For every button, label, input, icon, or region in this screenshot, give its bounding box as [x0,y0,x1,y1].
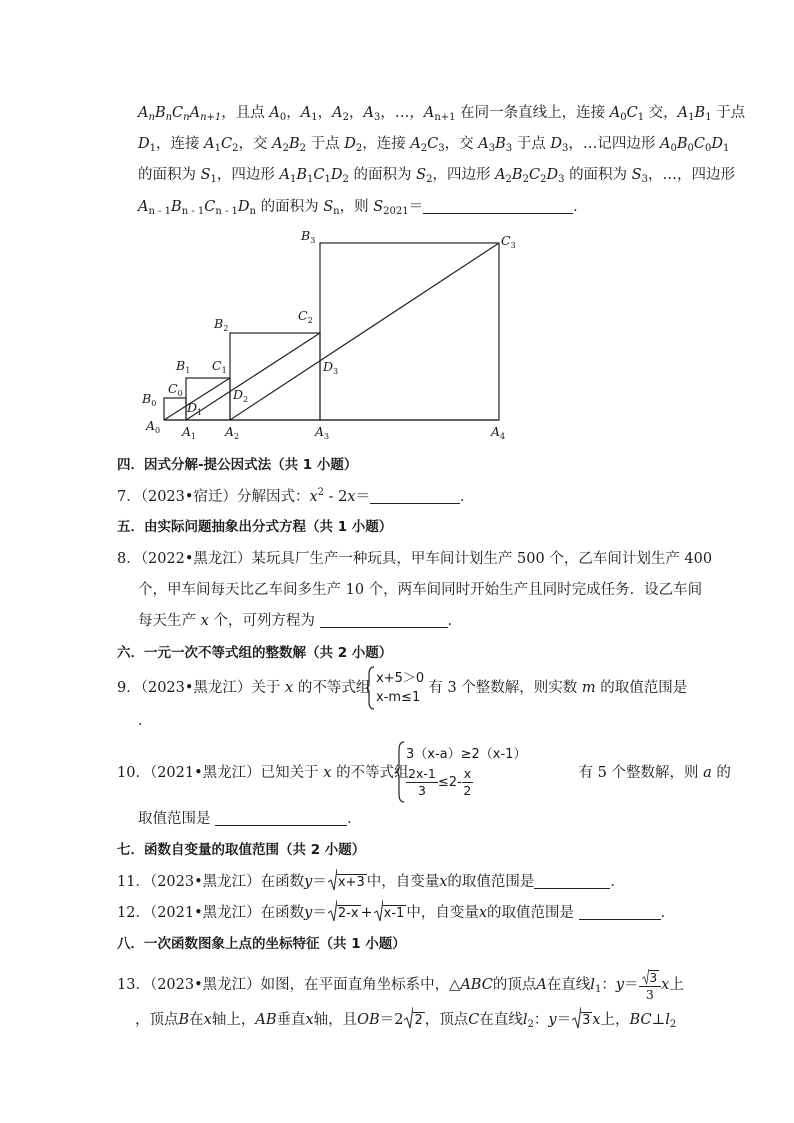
section-8-heading: 八．一次函数图象上点的坐标特征（共 1 小题） [117,936,406,952]
q13-line-2: ，顶点B在x轴上，AB垂直x轴，且OB＝2 2 ，顶点C在直线$l_2$：y＝ 3 x上，$BC\perp l_2$ [135,1010,676,1031]
q8-line-2: 个，甲车间每天比乙车间多生产 10 个，两车间同时开始生产且同时完成任务．设乙车间 [138,582,703,598]
q10-line-2: 取值范围是 ． [138,811,362,827]
q8-answer-blank[interactable] [320,613,448,628]
q6-line-2: $D_1$，连接 $A_1C_2$，交 $A_2B_2$ 于点 $D_2$，连接 $A_2C_3$，交 $A_3B_3$ 于点 $D_3$，…记四边形 $A_0B_0C_0D_1$ [138,136,730,154]
q11-sqrt: x+3 [328,872,367,893]
label-C2: $C_2$ [298,308,313,325]
q6-answer-blank[interactable] [423,199,573,214]
label-C3: $C_3$ [501,233,516,250]
squares-figure [135,228,535,443]
q7-answer-blank[interactable] [370,489,460,504]
q7-line: 7．（2023•宿迁）分解因式：$x^2 - 2x=$ ． [117,487,475,505]
q12-line: 12．（2021•黑龙江）在函数y＝ 2-x + x-1 中，自变量x的取值范围是 ． [117,903,675,924]
section-7-heading: 七．函数自变量的取值范围（共 2 小题） [117,842,366,858]
label-A3: $A_3$ [315,424,330,441]
label-C0: $C_0$ [168,381,183,398]
q6-line-4: $A_{n - 1}B_{n - 1}C_{n - 1}D_n$ 的面积为 $S_n$，则 $S_{2021}=$ ． [138,199,588,217]
label-A2: $A_2$ [225,424,240,441]
q9-end: ． [138,713,153,729]
label-B3: $B_3$ [301,228,316,245]
q6-line-1: $A_nB_nC_nA_{n+1}$，且点 $A_0$，$A_1$，$A_2$，$A_3$，…，$A_{n+1}$ 在同一条直线上，连接 $A_0C_1$ 交，$A_1B_1$ 于点 [138,105,746,123]
q10-answer-blank[interactable] [215,811,347,826]
label-D1: $D_1$ [187,400,203,417]
q11-line: 11．（2023•黑龙江）在函数y＝ x+3 中，自变量x的取值范围是 ． [117,872,625,893]
section-5-heading: 五．由实际问题抽象出分式方程（共 1 小题） [117,519,393,535]
q10-line: 10．（2021•黑龙江）已知关于 x 的不等式组 有 5 个整数解，则 a 的 [117,765,731,781]
section-4-heading: 四．因式分解-提公因式法（共 1 小题） [117,457,358,473]
label-A1: $A_1$ [182,424,197,441]
q12-sqrt-1: 2-x [328,903,361,924]
q9-ineq-1: x+5＞0 [376,671,425,686]
q10-ineq-2: $\frac{2x-1}{3}$ ≤2- $\frac{x}{2}$ [408,766,472,798]
label-B1: $B_1$ [176,358,191,375]
label-C1: $C_1$ [212,358,227,375]
q9-ineq-2: x-m≤1 [376,690,421,705]
q12-answer-blank[interactable] [579,905,661,920]
label-D3: $D_3$ [323,359,339,376]
q10-ineq-1: 3（x-a）≥2（x-1） [406,747,527,762]
q6-line-3: 的面积为 $S_1$，四边形 $A_1B_1C_1D_2$ 的面积为 $S_2$，四边形 $A_2B_2C_2D_3$ 的面积为 $S_3$，…，四边形 [138,167,735,185]
q12-sqrt-2: x-1 [374,903,407,924]
q10-brace [396,741,406,803]
q11-answer-blank[interactable] [534,874,610,889]
q9-brace [366,666,376,710]
label-B0: $B_0$ [142,391,157,408]
label-A0: $A_0$ [146,418,161,435]
label-D2: $D_2$ [233,387,249,404]
label-B2: $B_2$ [214,316,229,333]
q8-line-3: 每天生产 x 个，可列方程为 ． [138,613,463,629]
q13-line-1: 13．（2023•黑龙江）如图，在平面直角坐标系中，△ABC的顶点A在直线$l_1$：y＝ $\frac{3}{3}$ x上 [117,971,684,1002]
label-A4: $A_4$ [491,424,506,441]
q8-line-1: 8．（2022•黑龙江）某玩具厂生产一种玩具，甲车间计划生产 500 个，乙车间计划生产 400 [117,551,713,567]
section-6-heading: 六．一元一次不等式组的整数解（共 2 小题） [117,645,393,661]
q9-line: 9．（2023•黑龙江）关于 x 的不等式组 有 3 个整数解，则实数 m 的取值范围是 [117,680,688,696]
